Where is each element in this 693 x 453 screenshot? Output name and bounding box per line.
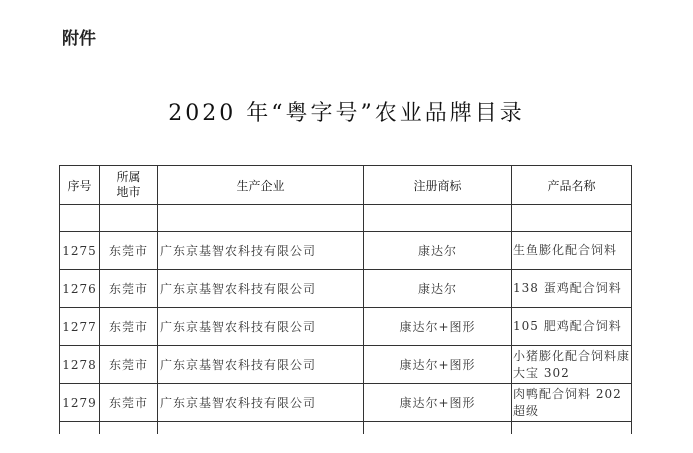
col-header-no: 序号 (60, 166, 100, 205)
cell-no: 1279 (60, 384, 100, 422)
cell-brand: 康达尔+图形 (364, 308, 512, 346)
table-row (60, 308, 632, 346)
cell-product: 肉鸭配合饲料 202 超级 (512, 384, 632, 422)
cell-product: 小猪膨化配合饲料康大宝 302 (512, 346, 632, 384)
table-tail-row (60, 422, 632, 435)
cell-no: 1277 (60, 308, 100, 346)
cell-product: 138 蛋鸡配合饲料 (512, 270, 632, 308)
cell-city: 东莞市 (100, 270, 158, 308)
cell-brand: 康达尔 (364, 232, 512, 270)
cell-company: 广东京基智农科技有限公司 (158, 346, 364, 384)
cell-city: 东莞市 (100, 384, 158, 422)
cell-city: 东莞市 (100, 346, 158, 384)
cell-no: 1275 (60, 232, 100, 270)
cell-no: 1276 (60, 270, 100, 308)
cell-brand: 康达尔+图形 (364, 384, 512, 422)
cell-company: 广东京基智农科技有限公司 (158, 308, 364, 346)
attachment-label: 附件 (62, 29, 96, 49)
table-spacer-row (60, 205, 632, 216)
col-header-product: 产品名称 (512, 166, 632, 205)
cell-brand: 康达尔+图形 (364, 346, 512, 384)
cell-city: 东莞市 (100, 308, 158, 346)
cell-product: 生鱼膨化配合饲料 (512, 232, 632, 270)
cell-company: 广东京基智农科技有限公司 (158, 270, 364, 308)
col-header-brand: 注册商标 (364, 166, 512, 205)
cell-company: 广东京基智农科技有限公司 (158, 384, 364, 422)
col-header-company: 生产企业 (158, 166, 364, 205)
cell-no: 1278 (60, 346, 100, 384)
cell-company: 广东京基智农科技有限公司 (158, 232, 364, 270)
table-row (60, 270, 632, 308)
table-gap-row (60, 215, 632, 232)
table-header-row (60, 166, 632, 205)
table-row (60, 346, 632, 384)
cell-city: 东莞市 (100, 232, 158, 270)
cell-brand: 康达尔 (364, 270, 512, 308)
table-row (60, 384, 632, 422)
brand-catalog-table (59, 165, 632, 434)
table-row (60, 232, 632, 270)
page-title: 2020 年“粤字号”农业品牌目录 (168, 101, 525, 126)
col-header-city: 所属 地市 (100, 166, 158, 205)
cell-product: 105 肥鸡配合饲料 (512, 308, 632, 346)
